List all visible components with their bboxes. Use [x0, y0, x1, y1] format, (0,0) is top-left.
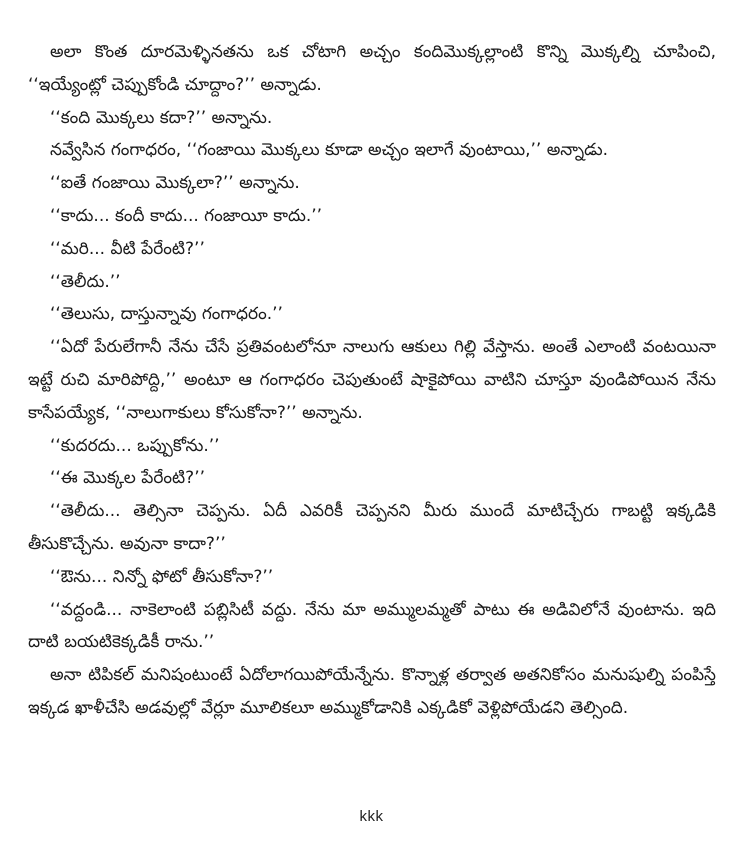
paragraph: ‘‘ఈ మొక్కల పేరేంటి?’’ — [50, 468, 206, 489]
paragraph: ‘‘తెలీదు.’’ — [50, 271, 121, 292]
paragraph: ‘‘కాదు... కందీ కాదు... గంజాయీ కాదు.’’ — [50, 205, 323, 226]
paragraph: ‘‘కంది మొక్కలు కదా?’’ అన్నాను. — [50, 107, 273, 128]
paragraph: ‘‘తెలుసు, దాస్తున్నావు గంగాధరం.’’ — [50, 304, 283, 325]
document-body — [28, 36, 716, 725]
paragraph: ‘‘తెలీదు... తెల్సినా చెప్పను. ఏదీ ఎవరికీ చెప్పనని మీరు ముందే మాటిచ్చేరు గాబట్టి ఇక్కడికి తీసుకొచ్చేను. అవునా కాదా?’’ — [28, 501, 716, 554]
paragraph: ‘‘వద్దండి... నాకెలాంటి పబ్లిసిటీ వద్దు. నేను మా అమ్ములమ్మతో పాటు ఈ అడివిలోనే వుంటాను. ఇది దాటి బయటికెక్కడికీ రాను.’’ — [28, 599, 716, 653]
paragraph: ‘‘ఐతే గంజాయి మొక్కలా?’’ అన్నాను. — [50, 173, 300, 194]
page-footer: kkk — [359, 808, 384, 825]
paragraph: ‘‘మరి... వీటి పేరేంటి?’’ — [50, 238, 205, 259]
paragraph: ‘‘కుదరదు... ఒప్పుకోను.’’ — [50, 435, 220, 456]
paragraph: నవ్వేసిన గంగాధరం, ‘‘గంజాయి మొక్కలు కూడా అచ్చం ఇలాగే వుంటాయి,’’ అన్నాడు. — [50, 140, 609, 161]
paragraph: ‘‘ఔను... నిన్నో ఫోటో తీసుకోనా?’’ — [50, 566, 274, 587]
paragraph: అలా కొంత దూరమెళ్ళినతను ఒక చోటాగి అచ్చం కందిమొక్కల్లాంటి కొన్ని మొక్కల్ని చూపించి, ‘‘ఇయ్యేంట్లో చెప్పుకోండి చూద్దాం?’’ అన్నాడు. — [28, 42, 716, 95]
paragraph: అనా టిపికల్ మనిషంటుంటే ఏదోలాగయిపోయేన్నేను. కొన్నాళ్ల తర్వాత అతనికోసం మనుషుల్ని పంపిస్తే ఇక్కడ ఖాళీచేసి అడవుల్లో వేర్లూ మూలికలూ అమ్ముకోడానికి ఎక్కడికో వెళ్లిపోయేడని తెల్సింది. — [28, 665, 716, 718]
paragraph: ‘‘ఏదో పేరులేగానీ నేను చేసే ప్రతివంటలోనూ నాలుగు ఆకులు గిల్లి వేస్తాను. అంతే ఎలాంటి వంటయినా ఇట్టే రుచి మారిపోద్ది,’’ అంటూ ఆ గంగాధరం చెపుతుంటే షాకైపోయి వాటిని చూస్తూ వుండిపోయిన నేను కాసేపయ్యేక, ‘‘నాలుగాకులు కోసుకోనా?’’ అన్నాను. — [28, 337, 716, 423]
